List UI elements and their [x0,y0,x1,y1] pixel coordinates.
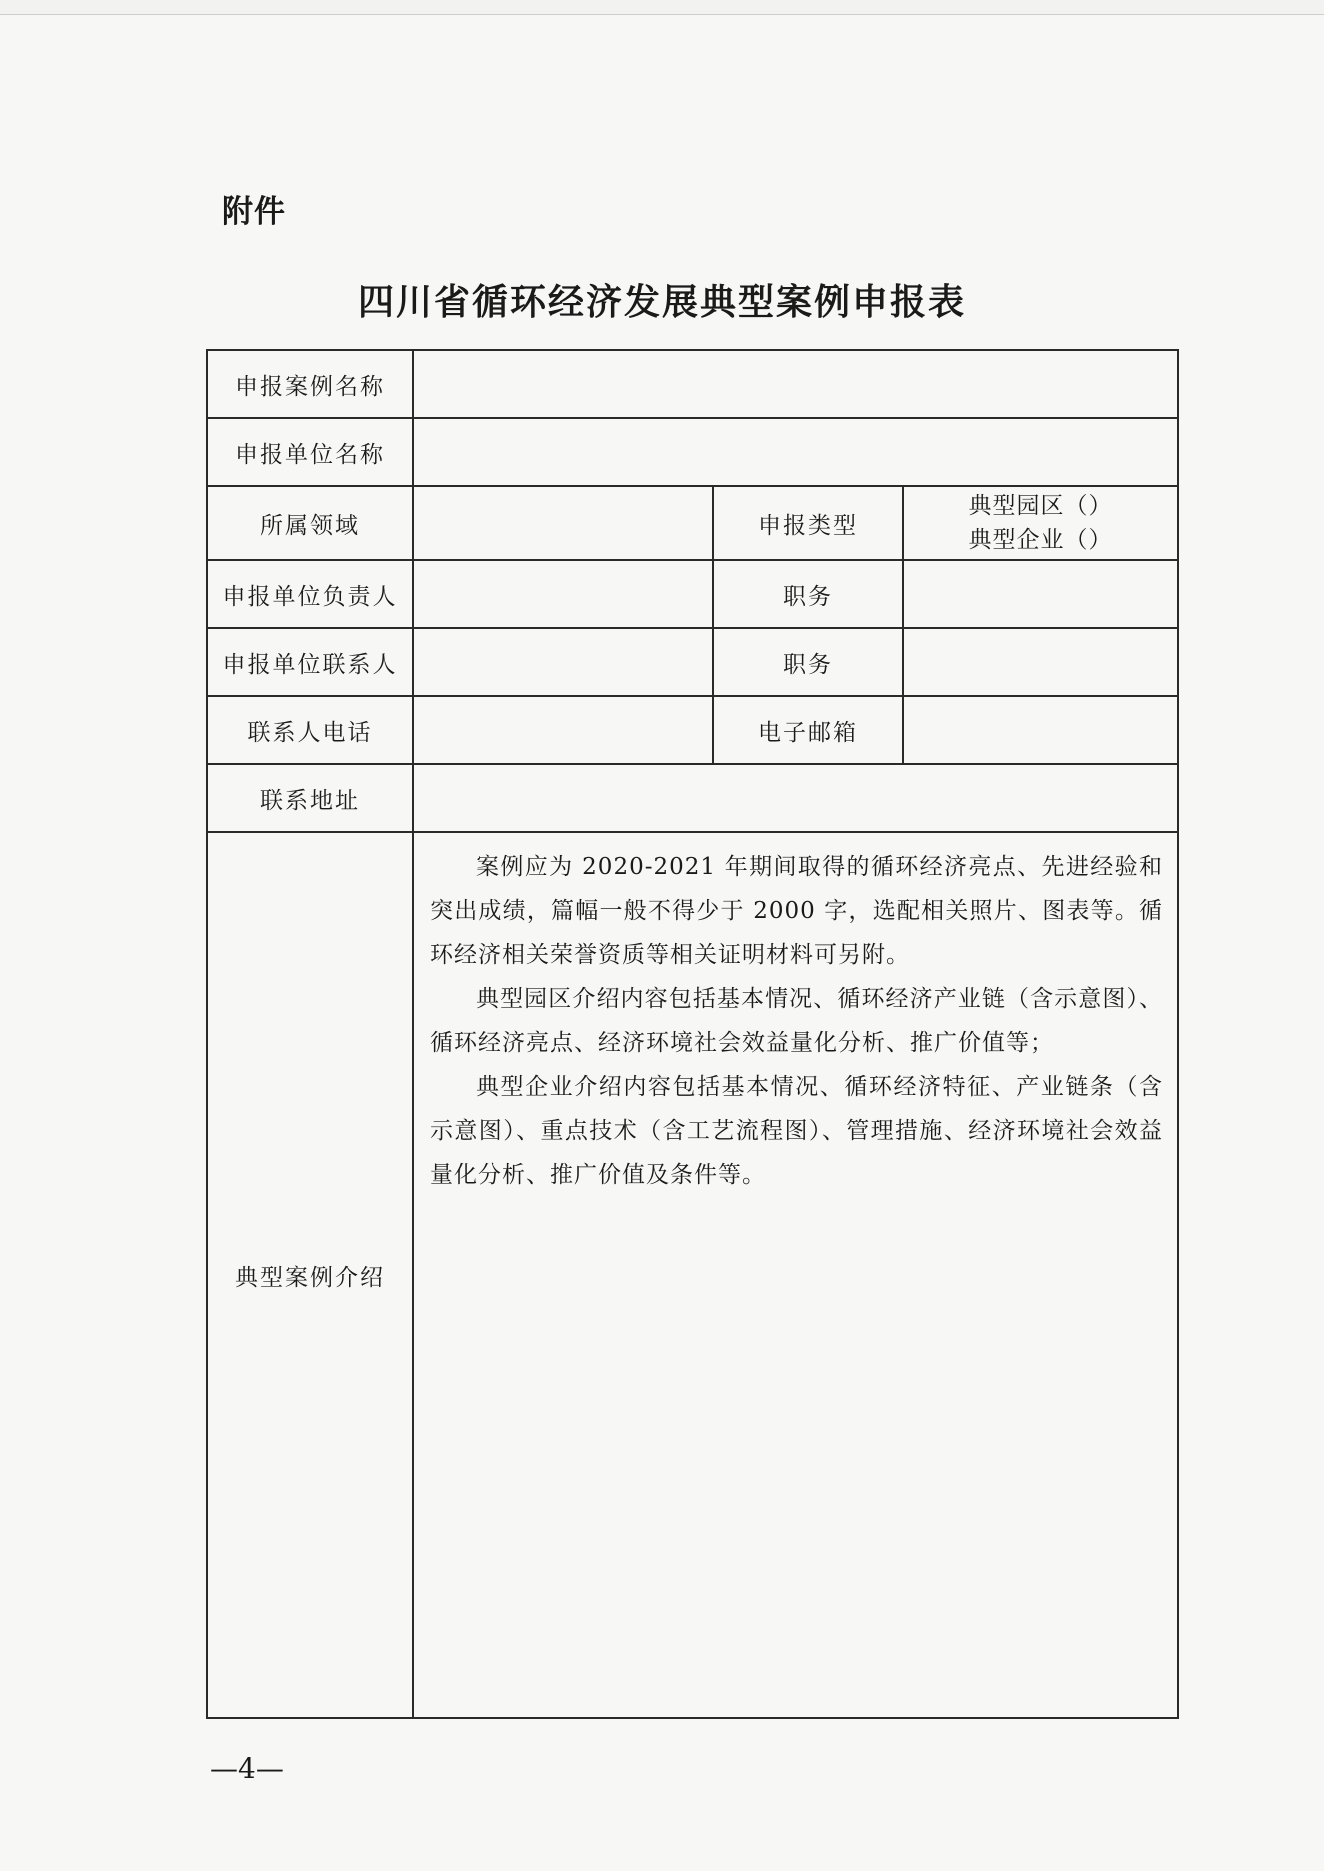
phone-label: 联系人电话 [207,696,413,764]
contact-field[interactable] [413,628,713,696]
row-contact [207,628,1178,696]
address-label: 联系地址 [207,764,413,832]
case-name-label: 申报案例名称 [207,350,413,418]
application-form-table [206,349,1179,1719]
intro-paragraph-enterprise: 典型企业介绍内容包括基本情况、循环经济特征、产业链条（含示意图）、重点技术（含工艺流程图）、管理措施、经济环境社会效益量化分析、推广价值及条件等。 [430,1074,1164,1188]
case-name-field[interactable] [413,350,1178,418]
intro-label: 典型案例介绍 [207,832,413,1718]
attachment-label: 附件 [222,194,286,230]
contact-position-label: 职务 [713,628,903,696]
type-label: 申报类型 [713,486,903,560]
contact-position-field[interactable] [903,628,1178,696]
unit-name-field[interactable] [413,418,1178,486]
intro-field[interactable] [413,832,1178,1718]
row-address [207,764,1178,832]
address-field[interactable] [413,764,1178,832]
row-field-type [207,486,1178,560]
type-option-park[interactable]: 典型园区（） [968,493,1113,519]
leader-position-field[interactable] [903,560,1178,628]
phone-field[interactable] [413,696,713,764]
contact-label: 申报单位联系人 [207,628,413,696]
leader-position-label: 职务 [713,560,903,628]
row-case-name [207,350,1178,418]
unit-name-label: 申报单位名称 [207,418,413,486]
row-leader [207,560,1178,628]
intro-paragraph-requirements: 案例应为 2020-2021 年期间取得的循环经济亮点、先进经验和突出成绩，篇幅一般不得少于 2000 字，选配相关照片、图表等。循环经济相关荣誉资质等相关证明材料可另附。 [430,854,1164,968]
type-option-enterprise[interactable]: 典型企业（） [968,527,1113,553]
intro-paragraph-park: 典型园区介绍内容包括基本情况、循环经济产业链（含示意图）、循环经济亮点、经济环境社会效益量化分析、推广价值等； [430,986,1164,1056]
email-label: 电子邮箱 [713,696,903,764]
leader-field[interactable] [413,560,713,628]
leader-label: 申报单位负责人 [207,560,413,628]
row-case-intro [207,832,1178,1718]
row-phone-email [207,696,1178,764]
document-title: 四川省循环经济发展典型案例申报表 [357,282,966,323]
field-label: 所属领域 [207,486,413,560]
type-options [903,486,1178,560]
page-number: —4— [210,1752,284,1785]
page-top-edge [0,0,1324,15]
row-unit-name [207,418,1178,486]
email-field[interactable] [903,696,1178,764]
field-field[interactable] [413,486,713,560]
